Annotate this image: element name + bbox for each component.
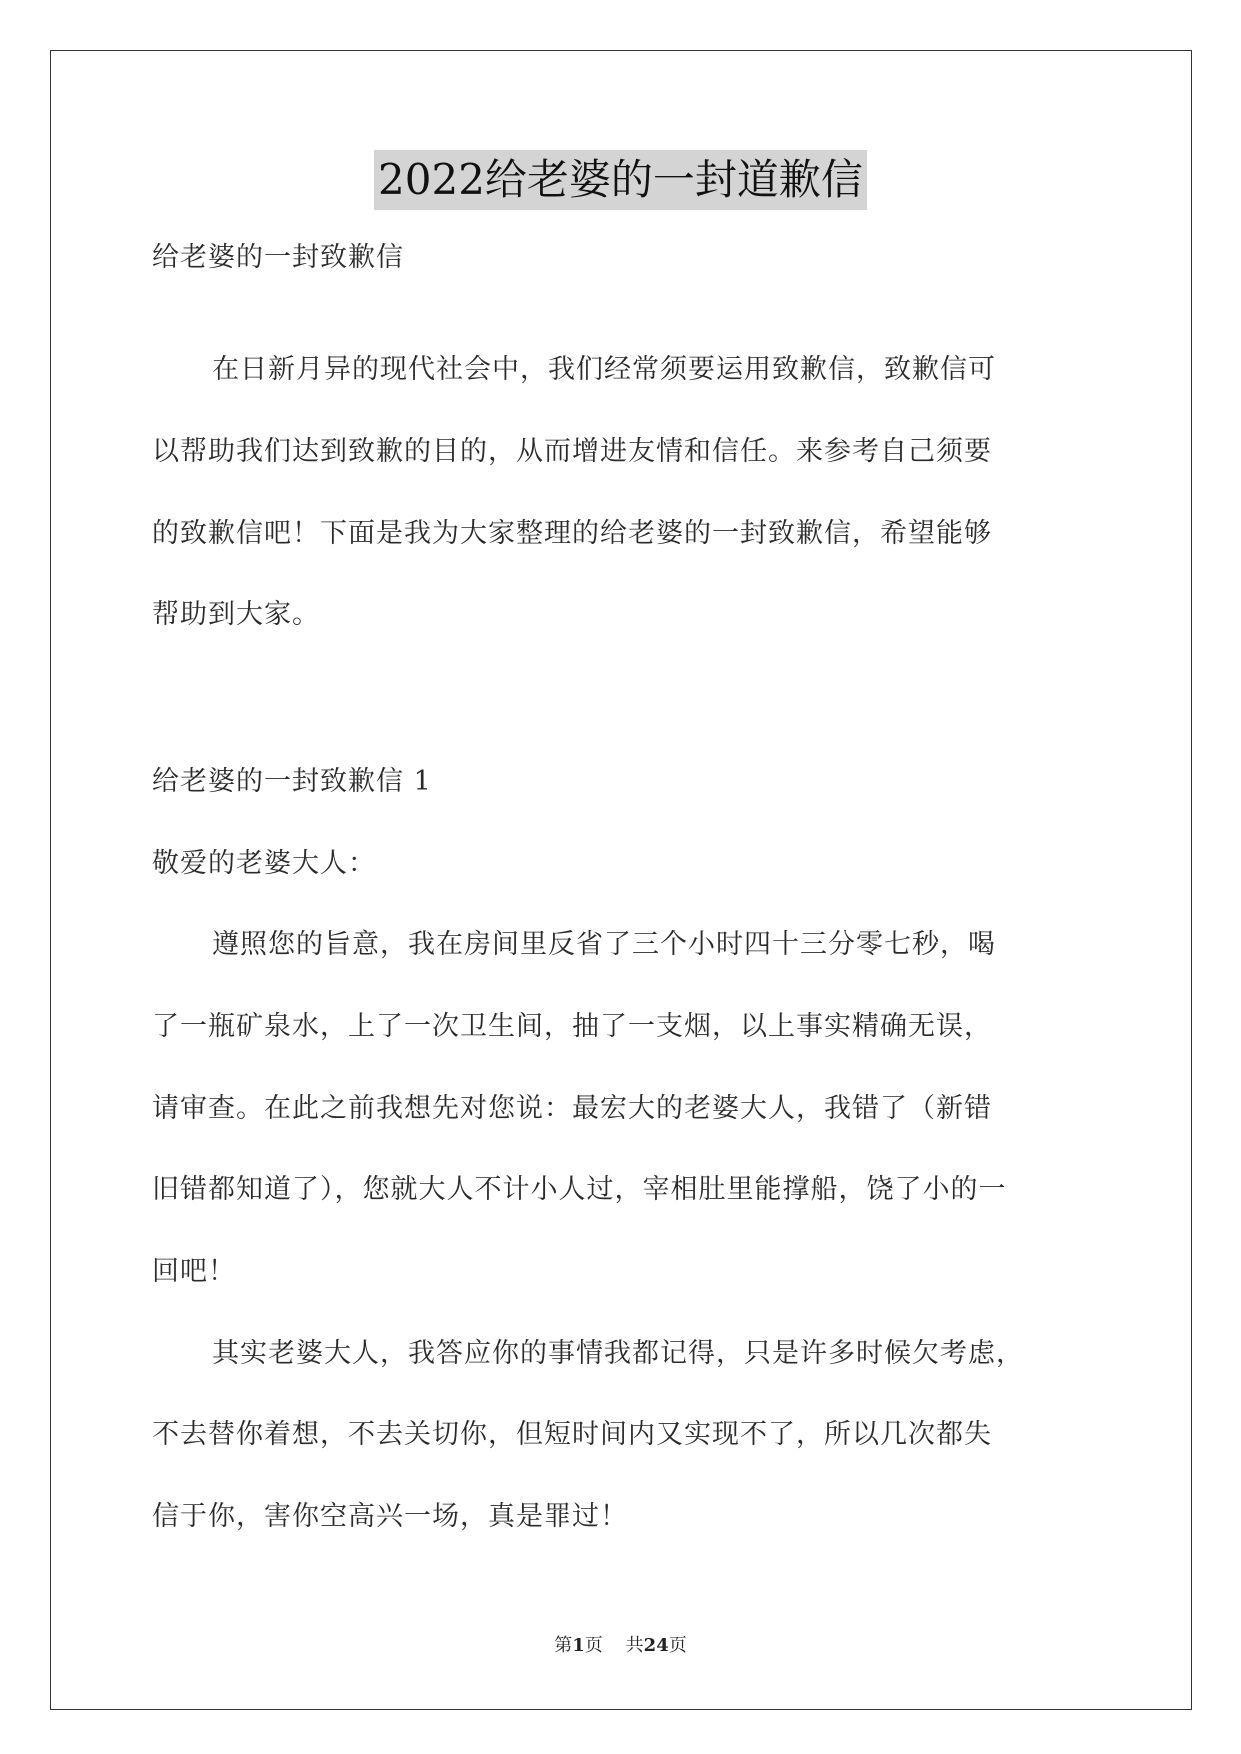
paragraph-line: 帮助到大家。 [152, 599, 320, 630]
page-number: 1 [572, 1635, 585, 1656]
page-number-prefix: 第 [554, 1635, 573, 1656]
section-heading: 给老婆的一封致歉信 1 [152, 766, 432, 797]
paragraph-line: 遵照您的旨意，我在房间里反省了三个小时四十三分零七秒，喝 [212, 929, 996, 960]
paragraph-line: 请审查。在此之前我想先对您说：最宏大的老婆大人，我错了（新错 [152, 1093, 992, 1124]
title-container [0, 150, 1241, 210]
paragraph-line: 其实老婆大人，我答应你的事情我都记得，只是许多时候欠考虑， [212, 1338, 1024, 1369]
paragraph-line: 回吧！ [152, 1256, 236, 1287]
paragraph-line: 在日新月异的现代社会中，我们经常须要运用致歉信，致歉信可 [212, 354, 996, 385]
paragraph-line: 旧错都知道了），您就大人不计小人过，宰相肚里能撑船，饶了小的一 [152, 1174, 1007, 1205]
paragraph-line: 的致歉信吧！下面是我为大家整理的给老婆的一封致歉信，希望能够 [152, 518, 992, 549]
page-total: 24 [643, 1635, 669, 1656]
paragraph-line: 不去替你着想，不去关切你，但短时间内又实现不了，所以几次都失 [152, 1419, 992, 1450]
salutation: 敬爱的老婆大人： [152, 848, 376, 879]
paragraph-line: 了一瓶矿泉水，上了一次卫生间，抽了一支烟，以上事实精确无误， [152, 1011, 992, 1042]
subtitle: 给老婆的一封致歉信 [152, 242, 404, 273]
page-total-suffix: 页 [668, 1635, 687, 1656]
page-footer [0, 1631, 1241, 1657]
page-number-suffix: 页 [584, 1635, 603, 1656]
paragraph-line: 以帮助我们达到致歉的目的，从而增进友情和信任。来参考自己须要 [152, 436, 992, 467]
page-total-prefix: 共 [625, 1635, 644, 1656]
document-title: 2022给老婆的一封道歉信 [374, 150, 867, 210]
paragraph-line: 信于你，害你空高兴一场，真是罪过！ [152, 1501, 628, 1532]
